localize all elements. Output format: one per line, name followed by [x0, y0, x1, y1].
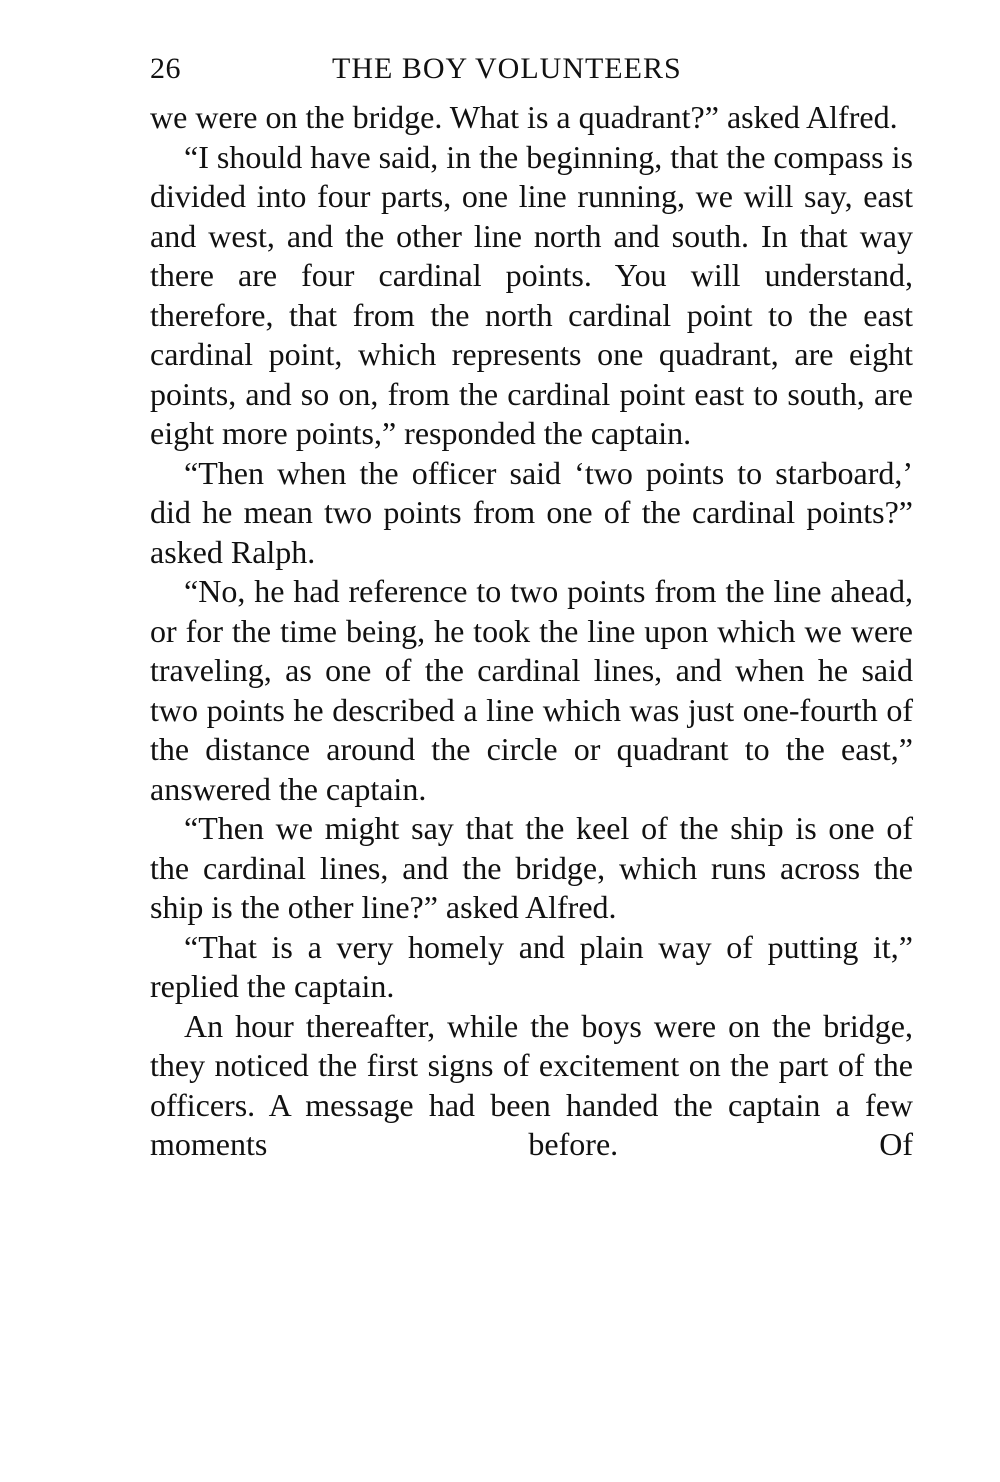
paragraph-4: “No, he had reference to two points from the line ahead, or for the time being, he took the line upon which we were traveling, as one of the cardinal lines, and when he said two points he described a line which was just one-fourth of the distance around the circle or quadrant to the east,” answered the captain.: [150, 573, 913, 807]
paragraph-6: “That is a very homely and plain way of putting it,” replied the captain.: [150, 928, 913, 1004]
paragraph-7: An hour thereafter, while the boys were on the bridge, they noticed the first signs of excitement on the part of the officers. A message had been handed the captain a few moments before. Of: [150, 1007, 913, 1162]
paragraph-5: “Then we might say that the keel of the ship is one of the cardinal lines, and the bridge, which runs across the ship is the other line?” asked Alfred.: [150, 810, 913, 925]
running-head: [150, 0, 913, 98]
book-title: THE BOY VOLUNTEERS: [332, 52, 682, 85]
body-text: [150, 98, 913, 1165]
page-number: 26: [150, 52, 181, 85]
paragraph-3: “Then when the officer said ‘two points to starboard,’ did he mean two points from one of the cardinal points?” asked Ralph.: [150, 454, 913, 570]
book-page: [150, 0, 913, 1165]
paragraph-2: “I should have said, in the beginning, that the compass is divided into four parts, one line running, we will say, east and west, and the other line north and south. In that way there are four cardinal points. You will understand, therefore, that from the north cardinal point to the east cardinal point, which represents one quadrant, are eight points, and so on, from the cardinal point east to south, are eight more points,” responded the captain.: [150, 138, 913, 451]
paragraph-1: we were on the bridge. What is a quadrant?” asked Alfred.: [150, 99, 898, 135]
